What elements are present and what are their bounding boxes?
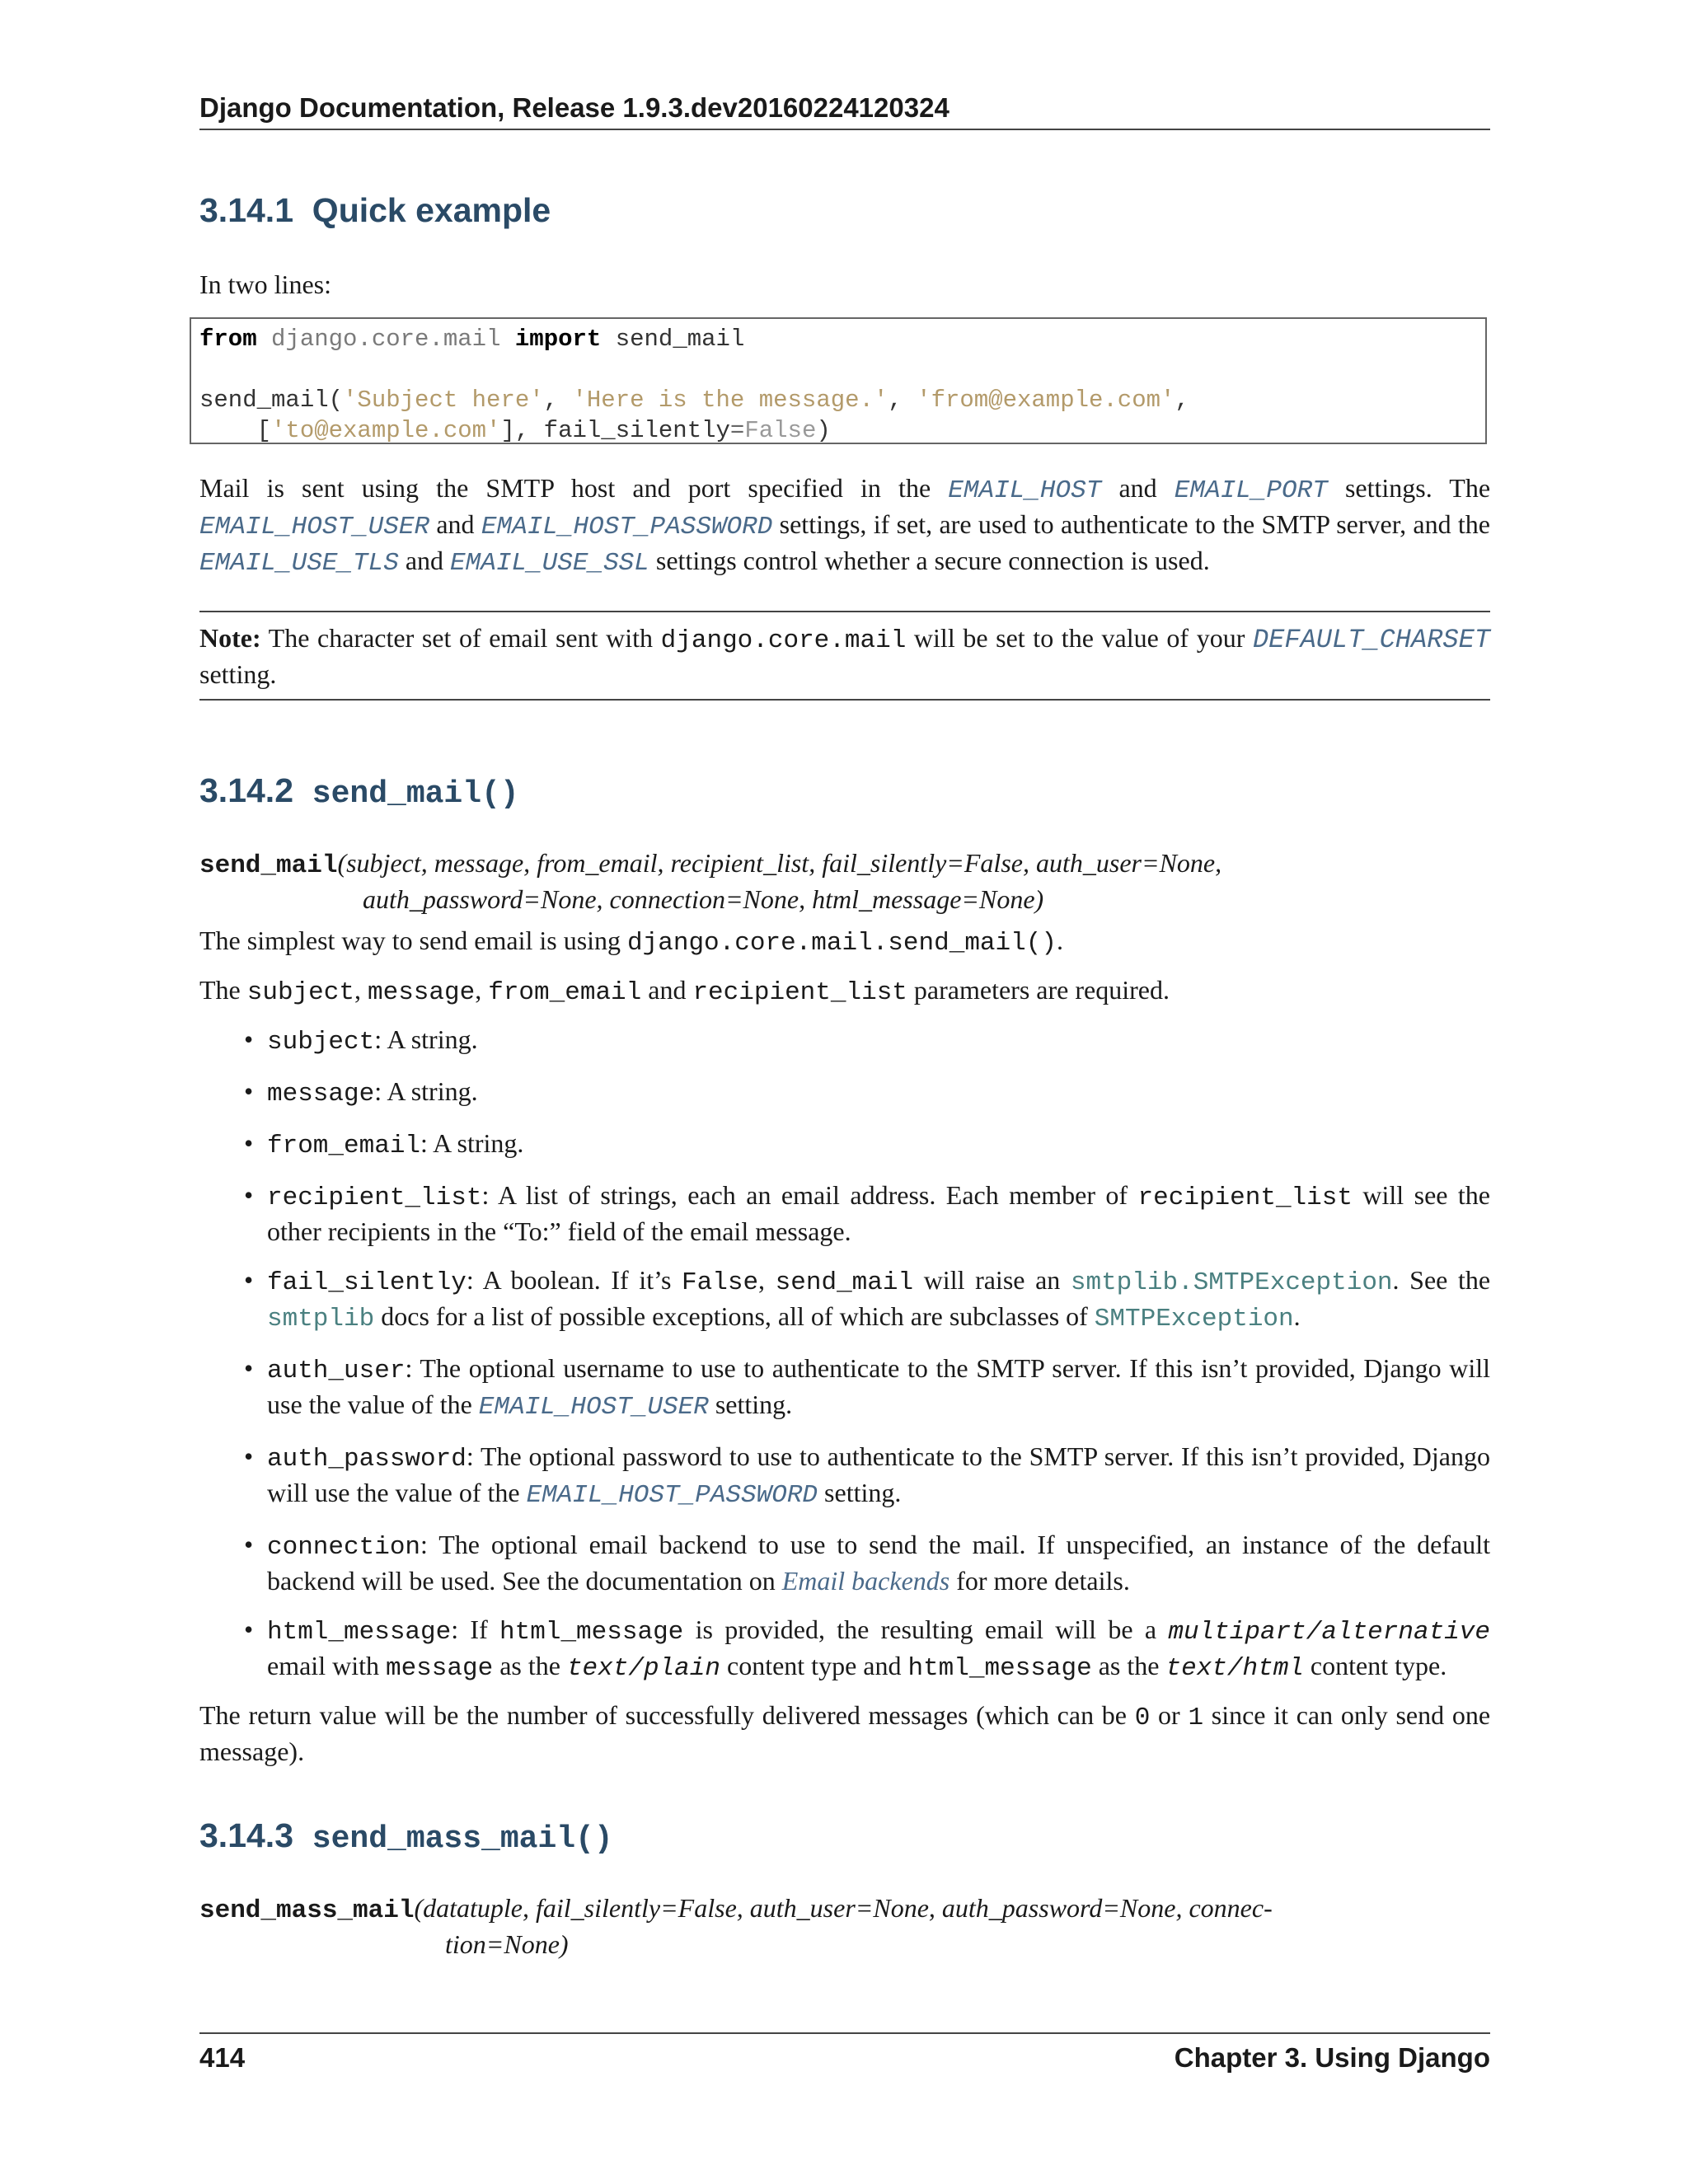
list-item-subject bbox=[199, 1023, 1490, 1059]
text: The simplest way to send email is using bbox=[199, 926, 628, 955]
inline-code: html_message bbox=[499, 1618, 684, 1647]
text: will be set to the value of your bbox=[906, 623, 1253, 653]
text: . bbox=[1293, 1301, 1301, 1331]
page-footer bbox=[199, 2032, 1490, 2074]
param-name: auth_user bbox=[267, 1357, 406, 1385]
param-name: html_message bbox=[267, 1618, 452, 1647]
text: is provided, the resulting email will be a bbox=[683, 1615, 1169, 1644]
section-heading-send-mail bbox=[199, 771, 519, 812]
link-email-use-tls[interactable]: EMAIL_USE_TLS bbox=[199, 549, 399, 578]
chapter-title: Chapter 3. Using Django bbox=[1174, 2042, 1490, 2073]
text: : If bbox=[451, 1615, 500, 1644]
text: since it can only send one message). bbox=[199, 1700, 1491, 1766]
text: . See the bbox=[1392, 1265, 1491, 1295]
simplest-way-paragraph bbox=[199, 924, 1490, 960]
intro-text: In two lines: bbox=[199, 269, 331, 299]
text: email with bbox=[267, 1651, 386, 1680]
text: as the bbox=[493, 1651, 567, 1680]
inline-emphasis: text/plain bbox=[566, 1654, 720, 1683]
code-string: 'to@example.com' bbox=[271, 417, 501, 444]
link-smtplib[interactable]: smtplib bbox=[267, 1305, 375, 1333]
section-title: send_mass_mail() bbox=[312, 1821, 613, 1857]
link-email-host[interactable]: EMAIL_HOST bbox=[948, 476, 1102, 505]
list-item-auth-user bbox=[199, 1352, 1490, 1424]
running-header: Django Documentation, Release 1.9.3.dev20160224120324 bbox=[199, 92, 1490, 130]
link-smtpexception[interactable]: SMTPException bbox=[1094, 1305, 1294, 1333]
function-params: (datatuple, fail_silently=False, auth_user=None, auth_password=None, connec- bbox=[414, 1893, 1273, 1923]
text: : The optional username to use to authenticate to the SMTP server. If this isn’t provided, Django will use the value of the bbox=[267, 1353, 1490, 1419]
text: or bbox=[1150, 1700, 1189, 1730]
function-params: (subject, message, from_email, recipient_list, fail_silently=False, auth_user=None, bbox=[337, 848, 1222, 878]
inline-emphasis: multipart/alternative bbox=[1168, 1618, 1491, 1647]
text: . bbox=[1056, 926, 1063, 955]
code-constant: False bbox=[744, 417, 817, 444]
inline-code: message bbox=[367, 978, 476, 1007]
code-string: 'Subject here' bbox=[343, 387, 544, 414]
param-name: message bbox=[267, 1080, 375, 1108]
link-email-use-ssl[interactable]: EMAIL_USE_SSL bbox=[450, 549, 649, 578]
code-keyword: import bbox=[514, 326, 602, 353]
function-name: send_mail bbox=[199, 851, 338, 880]
list-item-fail-silently bbox=[199, 1263, 1490, 1336]
parameter-list bbox=[199, 1023, 1490, 1701]
inline-code: False bbox=[682, 1268, 759, 1297]
inline-code: subject bbox=[246, 978, 354, 1007]
text: : A list of strings, each an email address. Each member of bbox=[481, 1180, 1138, 1210]
text: The bbox=[199, 975, 247, 1005]
link-email-host-user[interactable]: EMAIL_HOST_USER bbox=[199, 513, 430, 541]
text: : A boolean. If it’s bbox=[466, 1265, 682, 1295]
inline-code: 1 bbox=[1188, 1704, 1204, 1732]
text: for more details. bbox=[950, 1566, 1130, 1596]
text: : A string. bbox=[374, 1024, 478, 1054]
inline-code: from_email bbox=[488, 978, 642, 1007]
function-params-cont: auth_password=None, connection=None, html_message=None) bbox=[363, 884, 1044, 914]
text: : The optional password to use to authenticate to the SMTP server. If this isn’t provided, Django will use the value of the bbox=[267, 1441, 1490, 1507]
section-number: 3.14.3 bbox=[199, 1816, 293, 1854]
smtp-settings-paragraph bbox=[199, 471, 1490, 580]
link-email-host-user[interactable]: EMAIL_HOST_USER bbox=[478, 1393, 709, 1422]
text: Mail is sent using the SMTP host and port specified in the bbox=[199, 473, 949, 503]
text: content type and bbox=[720, 1651, 908, 1680]
param-name: subject bbox=[267, 1028, 375, 1057]
function-name: send_mass_mail bbox=[199, 1896, 415, 1925]
link-email-host-password[interactable]: EMAIL_HOST_PASSWORD bbox=[481, 513, 773, 541]
text: The return value will be the number of successfully delivered messages (which can be bbox=[199, 1700, 1135, 1730]
text: The character set of email sent with bbox=[260, 623, 661, 653]
section-heading-send-mass-mail bbox=[199, 1816, 613, 1857]
function-params-cont: tion=None) bbox=[445, 1929, 569, 1959]
link-default-charset[interactable]: DEFAULT_CHARSET bbox=[1252, 625, 1491, 655]
list-item-html-message bbox=[199, 1613, 1490, 1685]
param-name: from_email bbox=[267, 1132, 421, 1160]
inline-code: send_mail bbox=[775, 1268, 914, 1297]
inline-code: message bbox=[385, 1654, 494, 1683]
text: and bbox=[1101, 473, 1175, 503]
text: , bbox=[475, 975, 489, 1005]
code-operator: = bbox=[729, 417, 745, 444]
text: , bbox=[758, 1265, 776, 1295]
text: will raise an bbox=[913, 1265, 1071, 1295]
inline-code: recipient_list bbox=[692, 978, 907, 1007]
text: and bbox=[641, 975, 693, 1005]
section-number: 3.14.2 bbox=[199, 771, 293, 809]
param-name: connection bbox=[267, 1533, 421, 1562]
note-label: Note: bbox=[199, 623, 261, 653]
list-item-recipient-list bbox=[199, 1179, 1490, 1248]
code-text: ) bbox=[816, 417, 831, 444]
code-call: send_mail( bbox=[199, 387, 344, 414]
text: parameters are required. bbox=[907, 975, 1170, 1005]
list-item-message bbox=[199, 1075, 1490, 1111]
code-text: [ bbox=[199, 417, 272, 444]
text: and bbox=[398, 546, 451, 575]
text: settings. The bbox=[1327, 473, 1491, 503]
link-email-backends[interactable]: Email backends bbox=[781, 1566, 950, 1596]
page-number: 414 bbox=[199, 2042, 246, 2073]
code-name: send_mail bbox=[615, 326, 745, 353]
param-name: fail_silently bbox=[267, 1268, 467, 1297]
param-name: auth_password bbox=[267, 1445, 467, 1474]
text: settings, if set, are used to authenticate to the SMTP server, and the bbox=[772, 509, 1491, 539]
param-name: recipient_list bbox=[267, 1183, 482, 1212]
list-item-auth-password bbox=[199, 1440, 1490, 1512]
list-item-connection bbox=[199, 1528, 1490, 1597]
text: settings control whether a secure connection is used. bbox=[649, 546, 1210, 575]
text: : A string. bbox=[374, 1076, 478, 1106]
text: : The optional email backend to use to send the mail. If unspecified, an instance of the default backend will be used. See the documentation on bbox=[267, 1530, 1490, 1596]
text: , bbox=[354, 975, 368, 1005]
inline-code: 0 bbox=[1134, 1704, 1151, 1732]
text: and bbox=[429, 509, 481, 539]
text: as the bbox=[1091, 1651, 1166, 1680]
code-block: from django.core.mail import send_mail send_mail('Subject here', 'Here is the message.', 'from@example.com', ['to@example.com'], fail_silently=False) bbox=[190, 317, 1487, 444]
required-params-paragraph bbox=[199, 973, 1490, 1010]
text: setting. bbox=[199, 659, 277, 689]
section-title: send_mail() bbox=[312, 776, 519, 812]
link-smtplib-smtpexception[interactable]: smtplib.SMTPException bbox=[1070, 1268, 1393, 1297]
send-mass-mail-signature bbox=[199, 1891, 1490, 1961]
list-item-from-email bbox=[199, 1127, 1490, 1163]
text: : A string. bbox=[420, 1128, 524, 1158]
code-string: 'from@example.com' bbox=[917, 387, 1175, 414]
section-title: Quick example bbox=[312, 191, 551, 229]
section-heading-quick-example bbox=[199, 191, 551, 230]
inline-code: django.core.mail.send_mail() bbox=[627, 929, 1057, 958]
inline-code: html_message bbox=[907, 1654, 1092, 1683]
text: setting. bbox=[708, 1390, 793, 1419]
code-keyword: from bbox=[199, 326, 257, 353]
text: content type. bbox=[1303, 1651, 1447, 1680]
section-number: 3.14.1 bbox=[199, 191, 293, 229]
text: will see the other recipients in the “To:” field of the email message. bbox=[267, 1180, 1491, 1246]
text: docs for a list of possible exceptions, all of which are subclasses of bbox=[374, 1301, 1095, 1331]
code-string: 'Here is the message.' bbox=[572, 387, 889, 414]
inline-code: recipient_list bbox=[1137, 1183, 1353, 1212]
return-value-paragraph bbox=[199, 1699, 1490, 1768]
link-email-port[interactable]: EMAIL_PORT bbox=[1174, 476, 1328, 505]
send-mail-signature bbox=[199, 846, 1490, 916]
code-module: django.core.mail bbox=[271, 326, 501, 353]
inline-emphasis: text/html bbox=[1165, 1654, 1304, 1683]
inline-code: django.core.mail bbox=[660, 626, 907, 655]
code-text: ], fail_silently bbox=[500, 417, 730, 444]
link-email-host-password[interactable]: EMAIL_HOST_PASSWORD bbox=[526, 1481, 818, 1510]
note-box bbox=[199, 611, 1490, 701]
text: setting. bbox=[818, 1478, 902, 1507]
